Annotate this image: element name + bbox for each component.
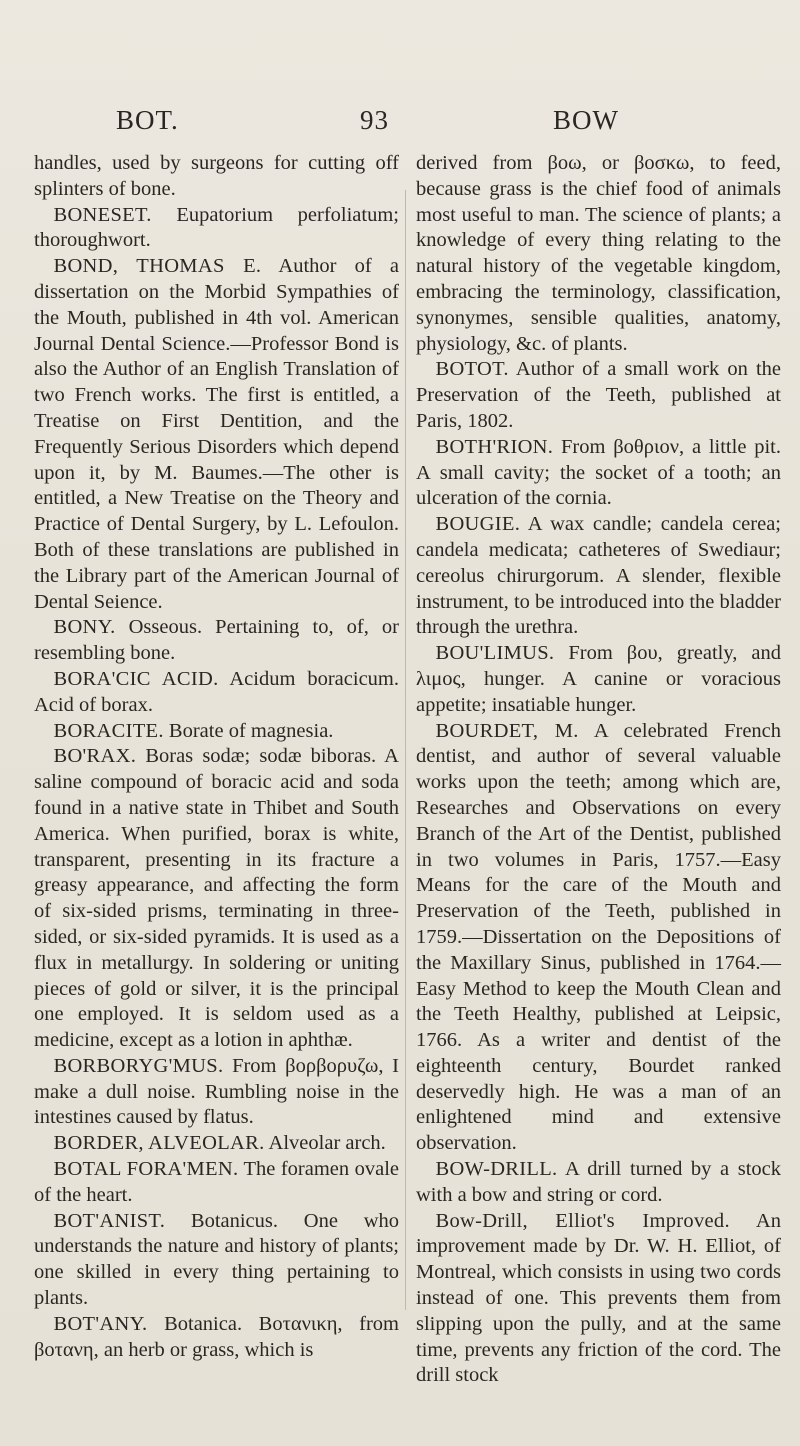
- entry-text: Botanicus. One who understands the nature and history of plants; one skilled in every thing pertaining to plants.: [34, 1209, 399, 1310]
- entry-headword: BOND, THOMAS E.: [53, 255, 262, 278]
- running-head: [0, 105, 800, 145]
- entry-text: An improvement made by Dr. W. H. Elliot, of Montreal, which consists in using two cords instead of one. This prevents them from slipping upon the pully, and at the same time, prevents any friction of the cord. The drill stock: [416, 1209, 781, 1387]
- entry-text: handles, used by surgeons for cutting off splinters of bone.: [34, 152, 399, 200]
- running-head-right: BOW: [553, 105, 619, 135]
- entry-headword: BORDER, ALVEOLAR.: [53, 1132, 265, 1155]
- left-column: [34, 151, 399, 1363]
- right-column: [416, 151, 781, 1389]
- dictionary-entry: [34, 254, 399, 615]
- dictionary-entry: [34, 151, 399, 203]
- dictionary-entry: [416, 357, 781, 434]
- entry-headword: BOUGIE.: [435, 513, 521, 536]
- dictionary-entry: [34, 1054, 399, 1131]
- entry-text: From βορβορυζω, I make a dull noise. Rumbling noise in the intestines caused by flatus.: [34, 1054, 399, 1129]
- entry-headword: Bow-Drill, Elliot's Improved.: [435, 1209, 730, 1232]
- dictionary-entry: [34, 615, 399, 667]
- entry-text: From βοθριον, a little pit. A small cavity; the socket of a tooth; an ulceration of the cornia.: [416, 435, 781, 510]
- entry-headword: BORA'CIC ACID.: [53, 667, 219, 690]
- entry-text: Eupatorium perfoliatum; thoroughwort.: [34, 203, 399, 252]
- dictionary-entry: [416, 1209, 781, 1390]
- page-number: 93: [360, 105, 389, 135]
- entry-text: From βου, greatly, and λιμος, hunger. A canine or voracious appetite; insatiable hunger.: [416, 642, 782, 716]
- entry-headword: BOT'ANIST.: [53, 1209, 166, 1232]
- entry-headword: BOW-DRILL.: [435, 1158, 558, 1181]
- entry-headword: BORACITE.: [53, 719, 164, 742]
- entry-headword: BOTAL FORA'MEN.: [53, 1158, 239, 1181]
- entry-headword: BO'RAX.: [53, 745, 137, 768]
- entry-text: derived from βοω, or βοσκω, to feed, because grass is the chief food of animals most useful to man. The science of plants; a knowledge of every thing relating to the natural history of the vegetable kingdom, embracing the terminology, classification, synonymes, sensible qualities, anatomy, physiology, &c. of plants.: [416, 152, 781, 355]
- entry-text: A wax candle; candela cerea; candela medicata; catheteres of Swediaur; cereolus chirurgorum. A slender, flexible instrument, to be introduced into the bladder through the urethra.: [416, 513, 781, 639]
- dictionary-entry: [34, 719, 399, 745]
- dictionary-entry: [416, 1157, 781, 1209]
- dictionary-entry: [34, 1157, 399, 1209]
- entry-text: Osseous. Pertaining to, of, or resembling bone.: [34, 616, 399, 665]
- dictionary-entry: [34, 744, 399, 1054]
- running-head-left: BOT.: [116, 105, 179, 135]
- entry-headword: BOTH'RION.: [435, 435, 554, 458]
- column-divider: [405, 190, 406, 1310]
- entry-text: Borate of magnesia.: [168, 719, 334, 742]
- dictionary-entry: [416, 512, 781, 641]
- entry-text: Acidum boracicum. Acid of borax.: [34, 667, 399, 716]
- entry-headword: BOT'ANY.: [53, 1312, 148, 1335]
- entry-text: Botanica. Βοτανικη, from βοτανη, an herb or grass, which is: [34, 1312, 399, 1361]
- entry-text: Author of a small work on the Preservation of the Teeth, published at Paris, 1802.: [416, 358, 782, 432]
- entry-text: Alveolar arch.: [268, 1132, 386, 1155]
- dictionary-entry: [416, 435, 781, 512]
- dictionary-entry: [34, 1131, 399, 1157]
- entry-headword: BOTOT.: [435, 358, 509, 381]
- entry-headword: BOU'LIMUS.: [435, 642, 555, 665]
- dictionary-entry: [416, 719, 781, 1158]
- dictionary-entry: [34, 1312, 399, 1364]
- dictionary-entry: [34, 203, 399, 255]
- dictionary-entry: [34, 1209, 399, 1312]
- entry-headword: BORBORYG'MUS.: [53, 1054, 224, 1077]
- dictionary-entry: [416, 151, 781, 357]
- dictionary-entry: [416, 641, 781, 718]
- entry-text: Author of a dissertation on the Morbid Sympathies of the Mouth, published in 4th vol. American Journal Dental Science.—Professor Bond is also the Author of an English Translation of two French works. The first is entitled, a Treatise on First Dentition, and the Frequently Serious Disorders which depend upon it, by M. Baumes.—The other is entitled, a New Treatise on the Theory and Practice of Dental Surgery, by L. Lefoulon. Both of these translations are published in the Library part of the American Journal of Dental Seience.: [34, 255, 399, 613]
- entry-text: A celebrated French dentist, and author of several valuable works upon the teeth; among which are, Researches and Observations on every Branch of the Art of the Dentist, published in two volumes in Paris, 1757.—Easy Means for the care of the Mouth and Preservation of the Teeth, published in 1759.—Dissertation on the Depositions of the Maxillary Sinus, published in 1764.—Easy Method to keep the Mouth Clean and the Teeth Healthy, published at Leipsic, 1766. As a writer and dentist of the eighteenth century, Bourdet ranked deservedly high. He was a man of an enlightened mind and extensive observation.: [416, 719, 782, 1155]
- dictionary-entry: [34, 667, 399, 719]
- entry-text: A drill turned by a stock with a bow and string or cord.: [416, 1158, 781, 1206]
- entry-headword: BONY.: [53, 616, 116, 639]
- entry-text: Boras sodæ; sodæ biboras. A saline compound of boracic acid and soda found in a native state in Thibet and South America. When purified, borax is white, transparent, presenting in its fracture a greasy appearance, and affecting the form of six-sided prisms, terminating in three-sided, or six-sided pyramids. It is used as a flux in metallurgy. In soldering or uniting pieces of gold or silver, it is the principal one employed. It is seldom used as a medicine, except as a lotion in aphthæ.: [34, 745, 399, 1052]
- entry-headword: BOURDET, M.: [435, 719, 579, 742]
- entry-text: The foramen ovale of the heart.: [34, 1158, 399, 1206]
- entry-headword: BONESET.: [53, 203, 152, 226]
